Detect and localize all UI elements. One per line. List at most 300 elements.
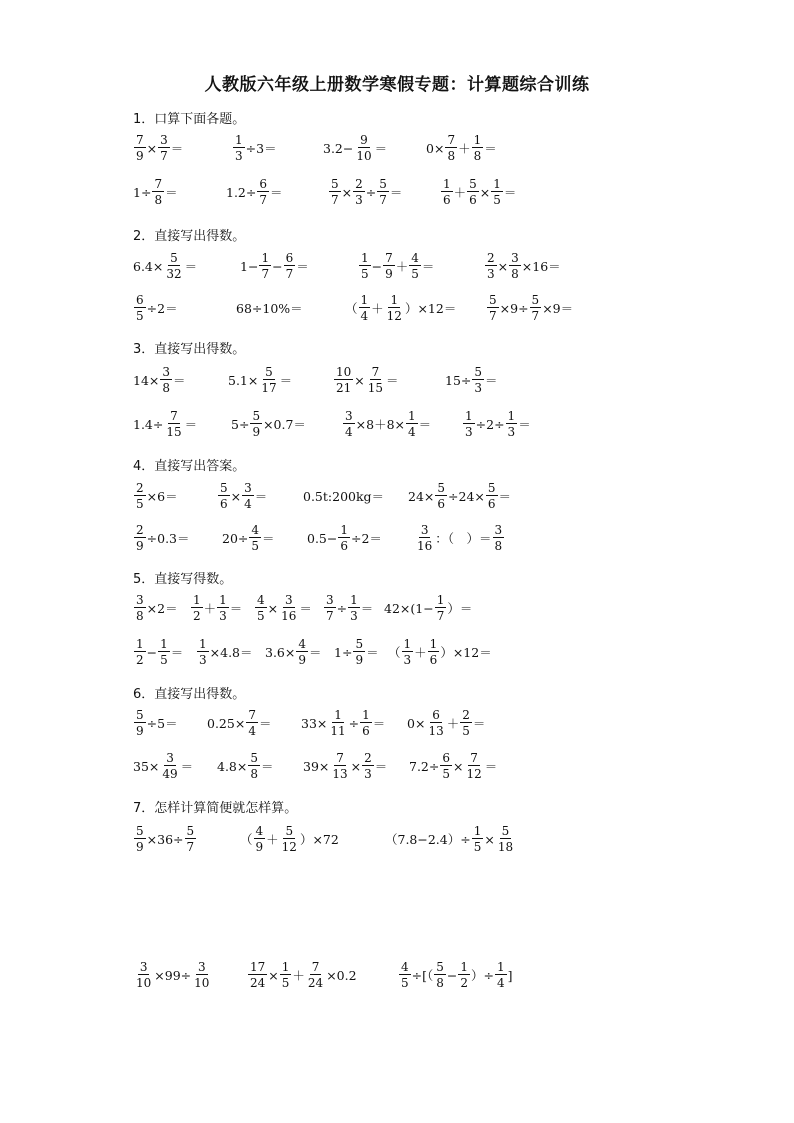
math-text: × bbox=[230, 488, 242, 504]
math-problem bbox=[307, 518, 382, 558]
math-problem bbox=[133, 746, 193, 786]
fraction bbox=[360, 709, 372, 737]
fraction bbox=[248, 752, 260, 780]
math-text: ＝ bbox=[309, 645, 322, 660]
fraction-denominator: 2 bbox=[136, 653, 144, 667]
fraction-numerator: 1 bbox=[136, 637, 144, 651]
fraction-numerator: 6 bbox=[442, 751, 450, 765]
fraction bbox=[487, 294, 499, 322]
math-text: ＋ bbox=[414, 645, 427, 660]
fraction bbox=[463, 410, 475, 438]
math-text: 33× bbox=[301, 715, 328, 731]
math-text: 0× bbox=[426, 140, 445, 156]
fraction-numerator: 7 bbox=[154, 177, 163, 191]
fraction-numerator: 5 bbox=[170, 251, 178, 265]
fraction-denominator: 10 bbox=[356, 149, 372, 163]
math-text: ×8＋8× bbox=[355, 417, 405, 432]
fraction-denominator: 16 bbox=[281, 609, 297, 623]
math-text: × bbox=[479, 184, 491, 200]
fraction-denominator: 16 bbox=[417, 539, 433, 553]
math-text: ÷2＝ bbox=[146, 301, 178, 316]
math-text: ÷3＝ bbox=[245, 141, 277, 156]
fraction-numerator: 5 bbox=[436, 960, 444, 974]
fraction-numerator: 7 bbox=[311, 960, 320, 974]
math-text: ÷ bbox=[336, 600, 348, 616]
math-text: ＋ bbox=[395, 259, 409, 274]
math-text: × bbox=[341, 184, 353, 200]
math-problem bbox=[414, 518, 505, 558]
math-text: 1÷ bbox=[334, 644, 353, 660]
fraction bbox=[440, 752, 452, 780]
fraction bbox=[343, 410, 355, 438]
math-problem bbox=[254, 588, 312, 628]
fraction-numerator: 1 bbox=[199, 637, 207, 651]
math-problem bbox=[133, 703, 178, 743]
fraction-denominator: 13 bbox=[332, 767, 348, 781]
fraction-denominator: 8 bbox=[511, 267, 519, 281]
fraction-denominator: 9 bbox=[255, 840, 264, 854]
fraction-denominator: 6 bbox=[340, 539, 348, 553]
fraction-denominator: 8 bbox=[494, 539, 503, 553]
fraction-numerator: 3 bbox=[244, 481, 252, 495]
fraction-denominator: 2 bbox=[460, 976, 469, 990]
fraction-numerator: 1 bbox=[340, 523, 348, 537]
math-text: ＝ bbox=[484, 141, 497, 156]
math-text: 1− bbox=[240, 258, 259, 274]
fraction bbox=[435, 594, 447, 622]
fraction-numerator: 4 bbox=[401, 960, 409, 974]
fraction bbox=[329, 178, 341, 206]
fraction bbox=[134, 134, 146, 162]
math-text: ＝ bbox=[229, 601, 243, 616]
fraction-denominator: 18 bbox=[497, 840, 514, 854]
fraction-denominator: 8 bbox=[154, 193, 163, 207]
math-problem bbox=[217, 746, 274, 786]
fraction bbox=[134, 524, 146, 552]
fraction-denominator: 7 bbox=[186, 840, 195, 854]
fraction-denominator: 5 bbox=[473, 840, 482, 854]
fraction-denominator: 9 bbox=[136, 724, 144, 738]
math-text: ＝ bbox=[374, 141, 388, 156]
fraction-numerator: 4 bbox=[411, 251, 419, 265]
math-text: 68÷10%＝ bbox=[236, 301, 303, 316]
math-text: ×16＝ bbox=[521, 259, 561, 274]
fraction bbox=[472, 825, 484, 853]
math-text: ＝ bbox=[386, 373, 399, 388]
fraction-denominator: 4 bbox=[408, 425, 416, 439]
math-text: ＝ bbox=[254, 489, 268, 504]
fraction bbox=[353, 178, 365, 206]
fraction-numerator: 3 bbox=[197, 960, 206, 974]
math-text: × bbox=[354, 372, 365, 388]
math-text: （ bbox=[388, 645, 401, 660]
math-text: ＝ bbox=[421, 259, 435, 274]
fraction-numerator: 2 bbox=[487, 251, 495, 265]
fraction-numerator: 1 bbox=[219, 593, 227, 607]
math-text: 35× bbox=[133, 758, 160, 774]
fraction-denominator: 5 bbox=[136, 497, 144, 511]
math-text: ÷ bbox=[365, 184, 377, 200]
math-text: ＝ bbox=[184, 259, 198, 274]
fraction bbox=[464, 752, 483, 780]
fraction bbox=[359, 252, 371, 280]
fraction-numerator: 5 bbox=[437, 481, 446, 495]
math-text: 0.5t:200kg＝ bbox=[303, 489, 385, 504]
fraction-denominator: 10 bbox=[194, 976, 210, 990]
math-text: ＝ bbox=[360, 601, 374, 616]
math-text: 42×(1− bbox=[384, 600, 434, 616]
math-problem bbox=[133, 404, 197, 444]
math-text: ＝ bbox=[389, 185, 403, 200]
fraction-numerator: 3 bbox=[162, 365, 171, 379]
math-problem bbox=[345, 288, 456, 328]
fraction-denominator: 15 bbox=[166, 425, 182, 439]
fraction-denominator: 3 bbox=[487, 267, 495, 281]
fraction-numerator: 7 bbox=[371, 365, 380, 379]
math-text: ＝ bbox=[173, 373, 186, 388]
math-text: ＝ bbox=[503, 185, 517, 200]
fraction-numerator: 1 bbox=[493, 177, 501, 191]
math-problem bbox=[462, 404, 531, 444]
math-text: ＝ bbox=[418, 417, 432, 432]
math-problem bbox=[385, 819, 516, 859]
fraction-denominator: 4 bbox=[248, 724, 256, 738]
fraction-denominator: 3 bbox=[403, 653, 412, 667]
math-problem bbox=[133, 128, 183, 168]
fraction-numerator: 1 bbox=[261, 251, 270, 265]
math-text: ＝ bbox=[299, 601, 312, 616]
fraction-denominator: 9 bbox=[136, 539, 144, 553]
math-problem bbox=[398, 955, 513, 995]
fraction bbox=[472, 366, 484, 394]
fraction bbox=[164, 410, 183, 438]
math-text: ÷[（ bbox=[411, 968, 434, 983]
math-text: ＝ bbox=[518, 417, 531, 432]
fraction bbox=[134, 961, 153, 989]
fraction bbox=[254, 825, 266, 853]
fraction bbox=[486, 482, 498, 510]
fraction bbox=[362, 752, 374, 780]
fraction-numerator: 7 bbox=[170, 409, 178, 423]
fraction-denominator: 5 bbox=[462, 724, 470, 738]
fraction-numerator: 5 bbox=[501, 824, 510, 838]
fraction-numerator: 1 bbox=[235, 133, 243, 147]
math-text: ＋ bbox=[203, 601, 217, 616]
fraction-numerator: 1 bbox=[497, 960, 505, 974]
math-problem bbox=[323, 588, 373, 628]
fraction-denominator: 8 bbox=[436, 976, 444, 990]
fraction-numerator: 1 bbox=[160, 637, 168, 651]
math-problem bbox=[133, 246, 197, 286]
fraction-denominator: 7 bbox=[379, 193, 387, 207]
fraction-numerator: 3 bbox=[326, 593, 334, 607]
fraction-numerator: 5 bbox=[265, 365, 273, 379]
fraction bbox=[134, 709, 146, 737]
fraction-denominator: 7 bbox=[326, 609, 334, 623]
fraction bbox=[250, 410, 262, 438]
fraction-denominator: 4 bbox=[345, 425, 353, 439]
math-text: ＋ bbox=[371, 301, 384, 316]
fraction-denominator: 7 bbox=[331, 193, 339, 207]
fraction-numerator: 5 bbox=[487, 481, 496, 495]
fraction-denominator: 9 bbox=[136, 840, 144, 854]
fraction-denominator: 12 bbox=[281, 840, 297, 854]
fraction-denominator: 7 bbox=[259, 193, 267, 207]
fraction-numerator: 5 bbox=[489, 293, 497, 307]
fraction-denominator: 7 bbox=[160, 149, 168, 163]
math-text: × bbox=[497, 258, 509, 274]
fraction bbox=[328, 709, 347, 737]
fraction-numerator: 1 bbox=[429, 637, 438, 651]
fraction bbox=[399, 961, 411, 989]
fraction-denominator: 3 bbox=[350, 609, 358, 623]
fraction bbox=[441, 178, 453, 206]
fraction bbox=[330, 752, 349, 780]
fraction-denominator: 3 bbox=[235, 149, 243, 163]
math-problem bbox=[440, 172, 516, 212]
math-text: 20÷ bbox=[222, 530, 249, 546]
math-problem bbox=[236, 288, 303, 328]
fraction-numerator: 4 bbox=[257, 593, 265, 607]
fraction bbox=[296, 638, 308, 666]
fraction-numerator: 2 bbox=[364, 751, 372, 765]
fraction bbox=[338, 524, 350, 552]
math-text: ×4.8＝ bbox=[209, 645, 253, 660]
fraction bbox=[426, 709, 445, 737]
math-text: ] bbox=[507, 967, 513, 983]
fraction-denominator: 3 bbox=[507, 425, 516, 439]
math-text: × bbox=[350, 758, 362, 774]
fraction-numerator: 5 bbox=[136, 708, 144, 722]
math-problem bbox=[240, 246, 309, 286]
fraction-numerator: 7 bbox=[248, 708, 256, 722]
math-problem bbox=[388, 632, 492, 672]
fraction bbox=[472, 134, 484, 162]
fraction bbox=[353, 638, 365, 666]
fraction-numerator: 2 bbox=[355, 177, 363, 191]
math-text: 4.8× bbox=[217, 758, 248, 774]
math-problem bbox=[133, 588, 178, 628]
fraction bbox=[160, 752, 179, 780]
problem-row bbox=[0, 703, 794, 743]
fraction-numerator: 3 bbox=[166, 751, 174, 765]
math-text: 0× bbox=[407, 715, 426, 731]
fraction-numerator: 4 bbox=[251, 523, 260, 537]
math-text: ＋ bbox=[458, 141, 471, 156]
math-text: ：（ ）＝ bbox=[435, 531, 492, 546]
fraction-denominator: 3 bbox=[474, 381, 483, 395]
math-text: − bbox=[272, 258, 283, 274]
math-problem bbox=[358, 246, 434, 286]
fraction-denominator: 9 bbox=[355, 653, 364, 667]
fraction-denominator: 9 bbox=[252, 425, 261, 439]
math-problem bbox=[409, 746, 497, 786]
page-title: 人教版六年级上册数学寒假专题：计算题综合训练 bbox=[204, 75, 590, 95]
math-text: ×0.2 bbox=[326, 967, 357, 983]
math-problem bbox=[133, 172, 178, 212]
section-heading: 3．直接写出得数。 bbox=[133, 342, 246, 357]
fraction-denominator: 5 bbox=[160, 653, 168, 667]
fraction-numerator: 1 bbox=[390, 293, 399, 307]
fraction bbox=[383, 252, 395, 280]
math-problem bbox=[133, 288, 178, 328]
fraction-denominator: 5 bbox=[401, 976, 409, 990]
fraction-numerator: 1 bbox=[473, 824, 482, 838]
math-text: ＋ bbox=[446, 716, 460, 731]
math-problem bbox=[301, 703, 385, 743]
math-problem bbox=[247, 955, 357, 995]
fraction bbox=[164, 252, 183, 280]
fraction-numerator: 7 bbox=[447, 133, 456, 147]
fraction-numerator: 5 bbox=[379, 177, 387, 191]
math-text: ÷24× bbox=[448, 488, 485, 504]
math-text: ＝ bbox=[180, 759, 194, 774]
math-text: × bbox=[484, 831, 495, 847]
math-text: ＝ bbox=[270, 185, 283, 200]
fraction bbox=[280, 825, 299, 853]
fraction-denominator: 24 bbox=[307, 976, 324, 990]
fraction-denominator: 6 bbox=[437, 497, 446, 511]
fraction-denominator: 24 bbox=[250, 976, 266, 990]
fraction-numerator: 6 bbox=[259, 177, 267, 191]
problem-row bbox=[0, 632, 794, 672]
math-problem bbox=[226, 172, 283, 212]
math-problem bbox=[408, 476, 511, 516]
fraction-numerator: 1 bbox=[460, 960, 469, 974]
fraction bbox=[377, 178, 389, 206]
math-text: ×0.7＝ bbox=[263, 417, 306, 432]
fraction bbox=[359, 294, 371, 322]
section-heading: 1．口算下面各题。 bbox=[133, 112, 246, 127]
math-problem bbox=[334, 632, 379, 672]
fraction bbox=[366, 366, 385, 394]
section-heading: 2．直接写出得数。 bbox=[133, 229, 246, 244]
math-text: ÷2÷ bbox=[475, 416, 505, 432]
math-problem bbox=[217, 476, 267, 516]
math-text: ）×72 bbox=[299, 832, 339, 847]
fraction-denominator: 5 bbox=[411, 267, 419, 281]
math-text: ＝ bbox=[374, 759, 388, 774]
fraction bbox=[191, 594, 203, 622]
math-text: 1.2÷ bbox=[226, 184, 257, 200]
fraction-denominator: 6 bbox=[443, 193, 451, 207]
math-text: ×2＝ bbox=[146, 601, 178, 616]
fraction-numerator: 1 bbox=[350, 593, 358, 607]
fraction-numerator: 3 bbox=[136, 593, 144, 607]
math-problem bbox=[240, 819, 339, 859]
math-problem bbox=[265, 632, 322, 672]
fraction-numerator: 3 bbox=[494, 523, 503, 537]
fraction-denominator: 9 bbox=[385, 267, 393, 281]
problem-row bbox=[0, 288, 794, 328]
fraction-denominator: 4 bbox=[244, 497, 252, 511]
fraction-numerator: 3 bbox=[284, 593, 293, 607]
problem-row bbox=[0, 404, 794, 444]
fraction-numerator: 2 bbox=[462, 708, 470, 722]
math-text: ）×12＝ bbox=[404, 301, 457, 316]
fraction-numerator: 5 bbox=[136, 824, 144, 838]
fraction bbox=[506, 410, 518, 438]
math-text: ＋ bbox=[453, 185, 467, 200]
fraction-denominator: 2 bbox=[193, 609, 201, 623]
fraction-numerator: 17 bbox=[250, 960, 266, 974]
math-problem bbox=[133, 518, 190, 558]
fraction bbox=[279, 594, 298, 622]
fraction-numerator: 5 bbox=[285, 824, 294, 838]
fraction bbox=[284, 252, 296, 280]
math-text: × bbox=[453, 758, 464, 774]
fraction bbox=[458, 961, 470, 989]
fraction bbox=[160, 366, 172, 394]
fraction-denominator: 5 bbox=[281, 976, 290, 990]
math-problem bbox=[445, 360, 498, 400]
math-text: ÷0.3＝ bbox=[146, 531, 190, 546]
fraction-denominator: 49 bbox=[162, 767, 178, 781]
math-text: 39× bbox=[303, 758, 330, 774]
math-problem bbox=[196, 632, 253, 672]
fraction bbox=[233, 134, 245, 162]
fraction bbox=[134, 294, 146, 322]
fraction bbox=[242, 482, 254, 510]
fraction-numerator: 5 bbox=[355, 637, 364, 651]
fraction-denominator: 5 bbox=[251, 539, 260, 553]
math-text: ＝ bbox=[165, 185, 178, 200]
fraction bbox=[249, 524, 261, 552]
fraction-denominator: 7 bbox=[489, 309, 497, 323]
fraction-denominator: 12 bbox=[386, 309, 402, 323]
fraction-denominator: 3 bbox=[219, 609, 227, 623]
math-text: 15÷ bbox=[445, 372, 472, 388]
fraction-numerator: 5 bbox=[252, 409, 261, 423]
math-text: ）÷ bbox=[471, 968, 494, 983]
fraction-numerator: 1 bbox=[334, 708, 342, 722]
fraction bbox=[435, 482, 447, 510]
fraction bbox=[467, 178, 479, 206]
fraction-numerator: 5 bbox=[186, 824, 195, 838]
fraction bbox=[415, 524, 434, 552]
fraction-numerator: 5 bbox=[331, 177, 339, 191]
math-text: ＝ bbox=[472, 716, 486, 731]
math-text: ＝ bbox=[170, 141, 184, 156]
math-problem bbox=[333, 360, 399, 400]
fraction bbox=[248, 961, 267, 989]
fraction-numerator: 7 bbox=[336, 751, 344, 765]
math-problem bbox=[232, 128, 277, 168]
math-problem bbox=[228, 360, 292, 400]
fraction bbox=[354, 134, 373, 162]
section-heading: 5．直接写得数。 bbox=[133, 572, 233, 587]
fraction-denominator: 7 bbox=[436, 609, 445, 623]
math-text: 6.4× bbox=[133, 258, 164, 274]
fraction bbox=[385, 294, 404, 322]
fraction-numerator: 7 bbox=[385, 251, 393, 265]
math-text: 1.4÷ bbox=[133, 416, 164, 432]
math-problem bbox=[303, 476, 384, 516]
fraction bbox=[217, 594, 229, 622]
fraction bbox=[152, 178, 164, 206]
math-text: ＋ bbox=[266, 832, 279, 847]
fraction bbox=[460, 709, 472, 737]
fraction-numerator: 1 bbox=[443, 177, 451, 191]
fraction bbox=[445, 134, 457, 162]
fraction bbox=[280, 961, 292, 989]
fraction-denominator: 3 bbox=[199, 653, 207, 667]
fraction bbox=[259, 366, 278, 394]
fraction-numerator: 3 bbox=[511, 251, 519, 265]
fraction bbox=[134, 638, 146, 666]
math-problem bbox=[222, 518, 275, 558]
fraction-numerator: 6 bbox=[285, 251, 294, 265]
